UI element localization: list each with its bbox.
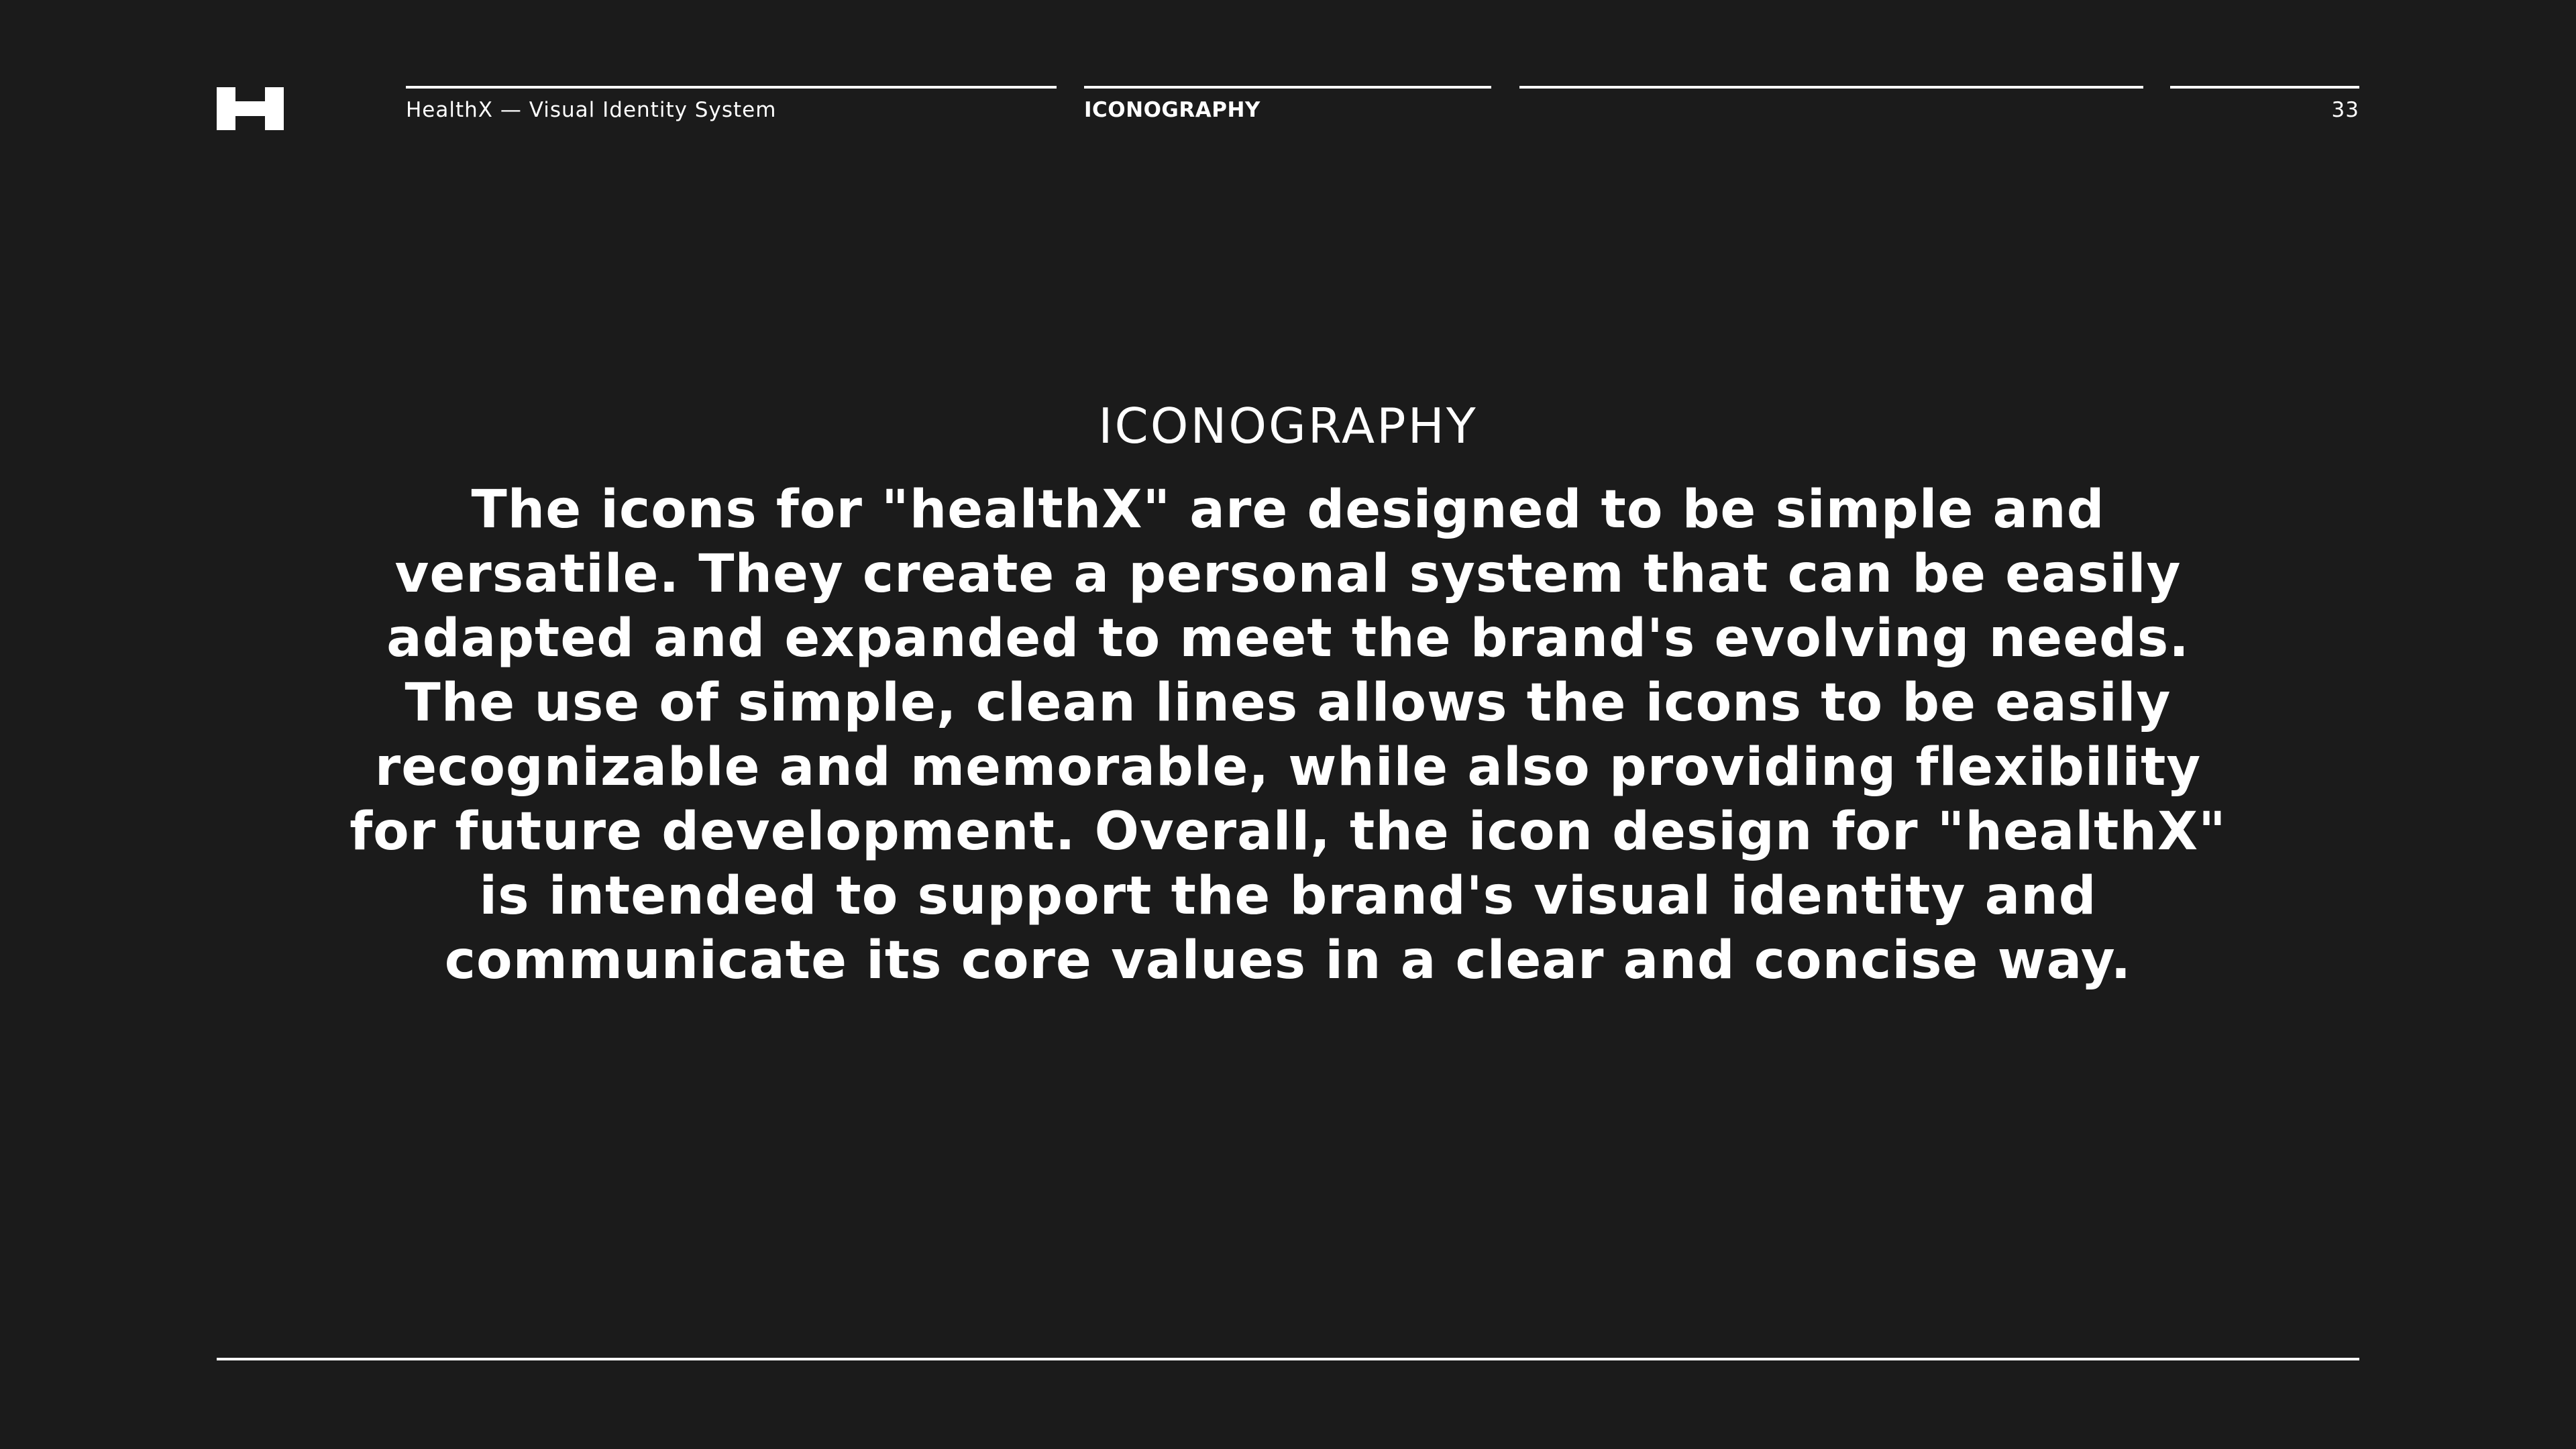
page-title: ICONOGRAPHY [1098,398,1478,454]
header-divider-segment [1519,86,2143,113]
healthx-h-logo-icon [217,87,284,130]
footer-divider [217,1358,2359,1360]
header-brand-segment [406,86,1057,122]
section-label: ICONOGRAPHY [1084,98,1260,122]
body-paragraph: The icons for "healthX" are designed to be simple and versatile. They create a personal system that can be easily adapted and expanded to meet the brand's evolving needs. The use of simple, clean lines allows the icons to be easily recognizable and memorable, while also providing flexibility for future development. Overall, the icon design for "healthX" is intended to support the brand's visual identity and communicate its core values in a clear and concise way. [350,480,2226,991]
header-page-segment [2170,86,2359,122]
brand-caption: HealthX — Visual Identity System [406,98,777,122]
page-number: 33 [2331,98,2359,122]
header-section-segment [1084,86,1491,122]
